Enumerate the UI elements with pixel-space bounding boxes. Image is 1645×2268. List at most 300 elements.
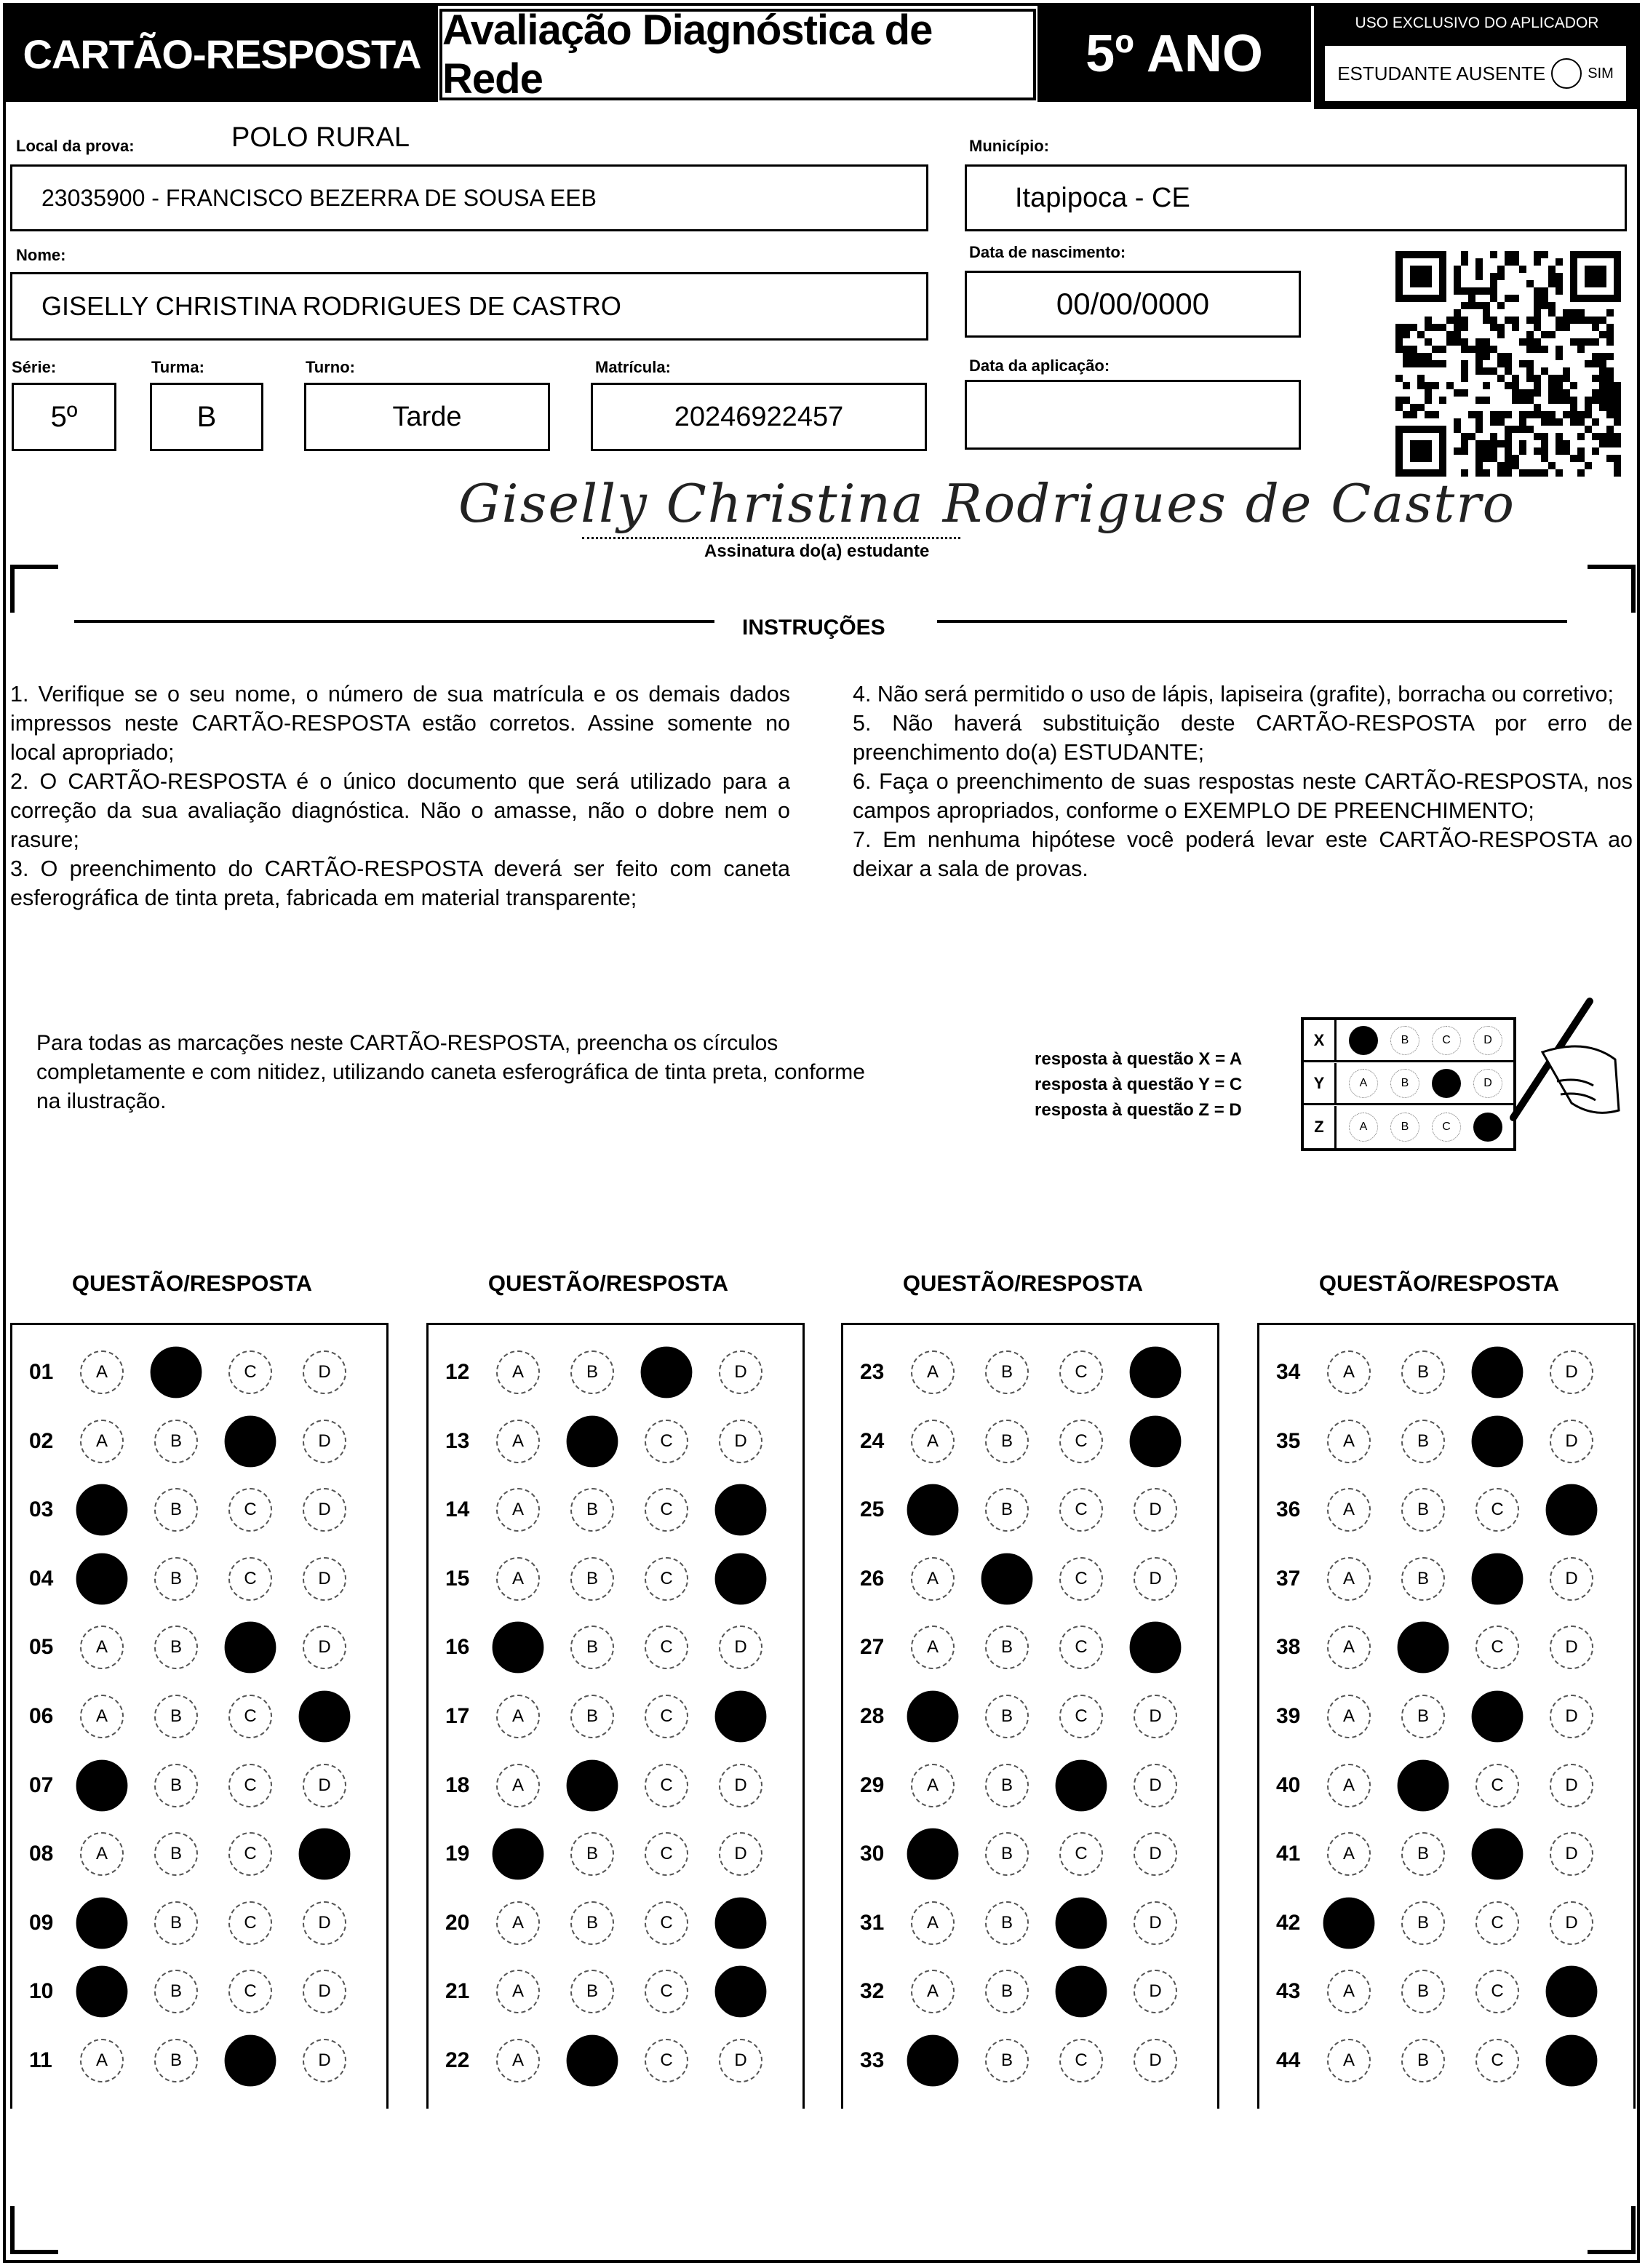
answer-bubble-b[interactable]: B <box>154 1488 198 1532</box>
question-row <box>1269 1350 1624 1394</box>
answer-bubble-d[interactable]: D <box>303 1764 346 1807</box>
answer-bubble-d[interactable]: D <box>303 1557 346 1601</box>
question-number: 41 <box>1276 1842 1301 1866</box>
question-row <box>438 1626 793 1669</box>
answer-bubble-d[interactable]: D <box>1134 1695 1177 1738</box>
question-number: 25 <box>860 1497 885 1522</box>
answer-bubble-a[interactable]: A <box>1327 1557 1371 1601</box>
answer-bubble-b[interactable]: B <box>1401 1557 1445 1601</box>
answer-bubble-b[interactable]: B <box>985 1626 1029 1669</box>
answer-bubble-a[interactable] <box>493 1829 544 1880</box>
question-row <box>438 1901 793 1945</box>
answer-bubble-a[interactable]: A <box>80 1350 124 1394</box>
answer-bubble-a[interactable]: A <box>1327 1764 1371 1807</box>
answer-bubble-a[interactable]: A <box>911 1350 955 1394</box>
answer-bubble-a[interactable] <box>907 1691 959 1743</box>
instruction-4: 4. Não será permitido o uso de lápis, lapiseira (grafite), borracha ou corretivo; <box>853 682 1614 707</box>
question-number: 14 <box>445 1497 470 1522</box>
instruction-2: 2. O CARTÃO-RESPOSTA é o único documento que será utilizado para a correção da sua avaliação diagnóstica. Não o amasse, não o dobre nem o rasure; <box>10 769 790 852</box>
question-number: 01 <box>29 1360 54 1384</box>
question-row <box>22 1350 377 1394</box>
answer-bubble-a[interactable]: A <box>1327 1488 1371 1532</box>
answer-bubble-d[interactable] <box>1546 1966 1598 2018</box>
answer-bubble-d[interactable] <box>299 1691 351 1743</box>
answer-bubble-a[interactable] <box>76 1484 128 1536</box>
question-number: 20 <box>445 1910 470 1935</box>
question-row <box>438 1764 793 1807</box>
question-row <box>1269 1557 1624 1601</box>
answer-bubble-d[interactable]: D <box>1134 2039 1177 2082</box>
answer-bubble-c[interactable]: C <box>1475 1970 1519 2013</box>
example-option-a: A <box>1349 1069 1378 1098</box>
question-number: 08 <box>29 1842 54 1866</box>
answer-bubble-c[interactable]: C <box>645 1901 688 1945</box>
answer-bubble-a[interactable]: A <box>911 1970 955 2013</box>
answer-bubble-b[interactable]: B <box>1401 1695 1445 1738</box>
answer-bubble-d[interactable]: D <box>1550 1695 1593 1738</box>
answer-bubble-a[interactable] <box>907 1484 959 1536</box>
answer-bubble-a[interactable] <box>1323 1897 1375 1949</box>
question-number: 26 <box>860 1566 885 1591</box>
answer-bubble-d[interactable]: D <box>1550 1350 1593 1394</box>
answer-bubble-d[interactable]: D <box>303 1350 346 1394</box>
answer-bubble-b[interactable]: B <box>570 1695 614 1738</box>
answer-bubble-a[interactable]: A <box>80 1420 124 1463</box>
example-option-a <box>1349 1026 1378 1055</box>
turma-value: B <box>196 400 217 433</box>
instructions-title: INSTRUÇÕES <box>742 616 885 640</box>
answer-bubble-d[interactable]: D <box>303 2039 346 2082</box>
answer-bubble-b[interactable]: B <box>1401 1901 1445 1945</box>
answer-bubble-c[interactable]: C <box>645 1488 688 1532</box>
answer-bubble-a[interactable]: A <box>1327 1970 1371 2013</box>
question-number: 18 <box>445 1772 470 1797</box>
nascimento-label: Data de nascimento: <box>969 243 1126 261</box>
question-row <box>853 1970 1208 2013</box>
answer-bubble-b[interactable] <box>567 2035 618 2087</box>
answer-bubble-d[interactable] <box>299 1829 351 1880</box>
answer-bubble-d[interactable] <box>715 1966 767 2018</box>
turno-field <box>304 383 550 451</box>
question-row <box>853 1488 1208 1532</box>
question-number: 30 <box>860 1842 885 1866</box>
answer-bubble-c[interactable] <box>641 1347 693 1398</box>
answer-bubble-b[interactable]: B <box>1401 1350 1445 1394</box>
local-field <box>10 164 928 231</box>
answer-bubble-c[interactable] <box>1056 1966 1107 2018</box>
answer-bubble-c[interactable]: C <box>228 1488 272 1532</box>
answer-bubble-c[interactable]: C <box>228 1970 272 2013</box>
answer-bubble-a[interactable] <box>907 2035 959 2087</box>
answer-bubble-a[interactable] <box>76 1553 128 1604</box>
answer-bubble-d[interactable] <box>1546 2035 1598 2087</box>
answer-bubble-d[interactable]: D <box>1550 1557 1593 1601</box>
question-row <box>438 1557 793 1601</box>
answer-bubble-d[interactable]: D <box>1134 1488 1177 1532</box>
local-label: Local da prova: <box>16 137 135 155</box>
answer-bubble-c[interactable]: C <box>1475 1901 1519 1945</box>
answer-bubble-b[interactable]: B <box>154 1420 198 1463</box>
answer-bubble-c[interactable]: C <box>1059 1350 1103 1394</box>
answer-bubble-a[interactable]: A <box>911 1626 955 1669</box>
question-number: 24 <box>860 1428 885 1453</box>
column-header: QUESTÃO/RESPOSTA <box>1318 1270 1560 1296</box>
answer-bubble-a[interactable]: A <box>80 1832 124 1876</box>
question-row <box>853 1764 1208 1807</box>
answer-bubble-d[interactable]: D <box>719 1832 762 1876</box>
answer-bubble-d[interactable]: D <box>1550 1420 1593 1463</box>
answer-bubble-b[interactable]: B <box>154 2039 198 2082</box>
question-row <box>22 1832 377 1876</box>
nascimento-value: 00/00/0000 <box>1056 287 1210 321</box>
example-labels <box>1035 1046 1242 1123</box>
answer-bubble-c[interactable]: C <box>228 1764 272 1807</box>
answer-bubble-b[interactable]: B <box>154 1764 198 1807</box>
example-label-z: resposta à questão Z = D <box>1035 1100 1242 1120</box>
example-option-b: B <box>1390 1113 1419 1142</box>
answer-bubble-a[interactable]: A <box>1327 1350 1371 1394</box>
answer-bubble-c[interactable] <box>225 2035 276 2087</box>
answer-bubble-b[interactable] <box>151 1347 202 1398</box>
answer-bubble-b[interactable] <box>1398 1759 1449 1811</box>
answer-bubble-b[interactable]: B <box>985 1764 1029 1807</box>
municipio-value: Itapipoca - CE <box>1015 182 1190 213</box>
question-row <box>853 1420 1208 1463</box>
column-header: QUESTÃO/RESPOSTA <box>487 1270 729 1296</box>
answer-bubble-d[interactable]: D <box>303 1970 346 2013</box>
local-pole: POLO RURAL <box>231 122 410 153</box>
answer-bubble-d[interactable]: D <box>719 1764 762 1807</box>
question-row <box>438 1695 793 1738</box>
answer-bubble-b[interactable]: B <box>154 1901 198 1945</box>
answer-bubble-c[interactable]: C <box>1059 1626 1103 1669</box>
answer-bubble-b[interactable]: B <box>1401 1970 1445 2013</box>
answer-bubble-a[interactable]: A <box>911 1901 955 1945</box>
answer-bubble-b[interactable]: B <box>985 1350 1029 1394</box>
example-option-c: C <box>1432 1113 1461 1142</box>
instructions-rule-right <box>937 620 1567 623</box>
answer-bubble-b[interactable]: B <box>570 1832 614 1876</box>
answer-bubble-b[interactable] <box>567 1415 618 1467</box>
answer-bubble-a[interactable] <box>493 1622 544 1674</box>
answer-bubble-b[interactable]: B <box>570 1557 614 1601</box>
answer-bubble-d[interactable]: D <box>1134 1832 1177 1876</box>
answer-bubble-b[interactable] <box>567 1759 618 1811</box>
question-row <box>22 2039 377 2082</box>
answer-bubble-d[interactable]: D <box>303 1420 346 1463</box>
turma-label: Turma: <box>151 358 204 376</box>
column-header: QUESTÃO/RESPOSTA <box>71 1270 313 1296</box>
answer-bubble-c[interactable]: C <box>228 1350 272 1394</box>
answer-bubble-b[interactable]: B <box>985 1488 1029 1532</box>
question-row <box>438 1832 793 1876</box>
corner-mark-top-left <box>10 565 58 613</box>
question-row <box>853 1557 1208 1601</box>
answer-bubble-c[interactable]: C <box>1059 1557 1103 1601</box>
answer-bubble-b[interactable]: B <box>1401 1420 1445 1463</box>
question-number: 03 <box>29 1497 54 1522</box>
answer-bubble-b[interactable]: B <box>570 1901 614 1945</box>
answer-bubble-b[interactable]: B <box>570 1970 614 2013</box>
answer-bubble-b[interactable]: B <box>570 1350 614 1394</box>
aplicacao-field <box>965 380 1301 450</box>
absent-checkbox[interactable] <box>1551 58 1582 89</box>
question-number: 07 <box>29 1772 54 1797</box>
answer-bubble-c[interactable]: C <box>645 1832 688 1876</box>
answer-bubble-b[interactable]: B <box>985 1695 1029 1738</box>
answer-bubble-a[interactable]: A <box>1327 1832 1371 1876</box>
card-title: CARTÃO-RESPOSTA <box>6 6 438 102</box>
answer-bubble-b[interactable]: B <box>1401 1832 1445 1876</box>
answer-bubble-d[interactable] <box>1130 1622 1182 1674</box>
answer-bubble-c[interactable]: C <box>228 1557 272 1601</box>
answer-bubble-c[interactable] <box>1056 1897 1107 1949</box>
example-row <box>1304 1020 1513 1062</box>
instruction-6: 6. Faça o preenchimento de suas respostas neste CARTÃO-RESPOSTA, nos campos apropriados, conforme o EXEMPLO DE PREENCHIMENTO; <box>853 769 1633 823</box>
answer-bubble-d[interactable] <box>1130 1415 1182 1467</box>
turno-label: Turno: <box>306 358 356 376</box>
question-number: 22 <box>445 2048 470 2072</box>
instructions-left <box>10 680 790 912</box>
nome-value: GISELLY CHRISTINA RODRIGUES DE CASTRO <box>41 291 621 321</box>
answer-bubble-c[interactable] <box>1472 1553 1523 1604</box>
answer-bubble-a[interactable]: A <box>496 1970 540 2013</box>
question-row <box>1269 1488 1624 1532</box>
question-number: 09 <box>29 1910 54 1935</box>
answer-bubble-b[interactable]: B <box>154 1557 198 1601</box>
answer-bubble-b[interactable]: B <box>1401 1488 1445 1532</box>
answer-bubble-d[interactable] <box>715 1553 767 1604</box>
answer-bubble-b[interactable] <box>981 1553 1033 1604</box>
serie-label: Série: <box>12 358 57 376</box>
answer-bubble-c[interactable]: C <box>1475 1488 1519 1532</box>
answer-bubble-a[interactable] <box>76 1966 128 2018</box>
example-row <box>1304 1063 1513 1105</box>
answer-bubble-a[interactable]: A <box>496 2039 540 2082</box>
answer-bubble-b[interactable]: B <box>570 1488 614 1532</box>
answer-bubble-c[interactable] <box>225 1415 276 1467</box>
answer-bubble-d[interactable]: D <box>719 1420 762 1463</box>
answer-bubble-a[interactable]: A <box>496 1764 540 1807</box>
answer-bubble-a[interactable]: A <box>1327 1626 1371 1669</box>
answer-bubble-d[interactable] <box>715 1484 767 1536</box>
answer-bubble-b[interactable]: B <box>154 1695 198 1738</box>
answer-bubble-b[interactable]: B <box>154 1970 198 2013</box>
answer-bubble-a[interactable] <box>907 1829 959 1880</box>
question-row <box>1269 1695 1624 1738</box>
question-number: 34 <box>1276 1360 1301 1384</box>
instruction-7: 7. Em nenhuma hipótese você poderá levar este CARTÃO-RESPOSTA ao deixar a sala de provas. <box>853 827 1633 881</box>
answer-bubble-c[interactable]: C <box>645 1695 688 1738</box>
question-row <box>22 1970 377 2013</box>
fill-note: Para todas as marcações neste CARTÃO-RESPOSTA, preencha os círculos completamente e com nitidez, utilizando caneta esferográfica de tinta preta, conforme na ilustração. <box>36 1031 865 1113</box>
question-number: 36 <box>1276 1497 1301 1522</box>
answer-bubble-c[interactable]: C <box>645 1420 688 1463</box>
answer-bubble-a[interactable]: A <box>496 1488 540 1532</box>
answer-bubble-a[interactable] <box>76 1897 128 1949</box>
instructions-right <box>853 680 1633 883</box>
municipio-label: Município: <box>969 137 1049 155</box>
answer-bubble-d[interactable] <box>715 1897 767 1949</box>
student-signature: Giselly Christina Rodrigues de Castro <box>458 473 1515 534</box>
example-label-y: resposta à questão Y = C <box>1035 1075 1243 1094</box>
question-number: 32 <box>860 1979 885 2004</box>
answer-bubble-c[interactable] <box>225 1622 276 1674</box>
question-number: 42 <box>1276 1910 1301 1935</box>
answer-bubble-a[interactable]: A <box>496 1420 540 1463</box>
question-row <box>438 1420 793 1463</box>
question-row <box>438 1970 793 2013</box>
signature-caption: Assinatura do(a) estudante <box>704 541 930 561</box>
answer-bubble-c[interactable]: C <box>645 1557 688 1601</box>
question-number: 33 <box>860 2048 885 2072</box>
answer-bubble-a[interactable] <box>76 1759 128 1811</box>
nascimento-field <box>965 271 1301 338</box>
answer-bubble-c[interactable] <box>1472 1415 1523 1467</box>
answer-bubble-a[interactable]: A <box>911 1557 955 1601</box>
question-row <box>1269 1420 1624 1463</box>
aplicacao-label: Data da aplicação: <box>969 357 1110 375</box>
answer-bubble-b[interactable]: B <box>985 1832 1029 1876</box>
corner-mark-bottom-right <box>1588 2206 1636 2254</box>
answer-bubble-b[interactable] <box>1398 1622 1449 1674</box>
question-number: 37 <box>1276 1566 1301 1591</box>
answer-bubble-a[interactable]: A <box>1327 1420 1371 1463</box>
answer-bubble-c[interactable]: C <box>1059 1420 1103 1463</box>
answer-bubble-d[interactable] <box>1130 1347 1182 1398</box>
answer-bubble-a[interactable]: A <box>1327 2039 1371 2082</box>
answer-bubble-d[interactable]: D <box>1550 1626 1593 1669</box>
question-number: 04 <box>29 1566 54 1591</box>
exam-title: Avaliação Diagnóstica de Rede <box>439 9 1036 100</box>
question-row <box>1269 1832 1624 1876</box>
answer-bubble-a[interactable]: A <box>80 1626 124 1669</box>
answer-bubble-a[interactable]: A <box>496 1350 540 1394</box>
example-question-label: Z <box>1304 1106 1337 1148</box>
answer-bubble-d[interactable]: D <box>303 1626 346 1669</box>
grade-badge: 5º ANO <box>1037 6 1311 102</box>
answer-bubble-c[interactable]: C <box>1475 2039 1519 2082</box>
answer-bubble-d[interactable]: D <box>1134 1970 1177 2013</box>
question-number: 27 <box>860 1635 885 1660</box>
answer-bubble-c[interactable]: C <box>645 1970 688 2013</box>
local-value: 23035900 - FRANCISCO BEZERRA DE SOUSA EEB <box>41 184 597 211</box>
answer-bubble-d[interactable]: D <box>1134 1901 1177 1945</box>
question-number: 17 <box>445 1704 470 1728</box>
question-row <box>1269 1764 1624 1807</box>
question-number: 40 <box>1276 1772 1301 1797</box>
answer-bubble-b[interactable]: B <box>985 2039 1029 2082</box>
answer-bubble-a[interactable]: A <box>911 1420 955 1463</box>
answer-bubble-c[interactable]: C <box>1475 1764 1519 1807</box>
question-number: 38 <box>1276 1635 1301 1660</box>
answer-bubble-c[interactable]: C <box>645 1626 688 1669</box>
answer-bubble-d[interactable]: D <box>719 2039 762 2082</box>
answer-bubble-c[interactable]: C <box>1059 1488 1103 1532</box>
answer-bubble-a[interactable]: A <box>496 1695 540 1738</box>
answer-bubble-a[interactable]: A <box>80 2039 124 2082</box>
answer-bubble-c[interactable] <box>1472 1691 1523 1743</box>
absent-label: ESTUDANTE AUSENTE <box>1337 62 1546 84</box>
question-number: 19 <box>445 1842 470 1866</box>
answer-bubble-b[interactable]: B <box>985 1901 1029 1945</box>
question-number: 39 <box>1276 1704 1301 1728</box>
question-row <box>438 1350 793 1394</box>
answer-bubble-d[interactable] <box>715 1691 767 1743</box>
serie-field <box>12 383 116 451</box>
answer-bubble-c[interactable]: C <box>228 1901 272 1945</box>
answer-bubble-d[interactable]: D <box>1550 1832 1593 1876</box>
instruction-1: 1. Verifique se o seu nome, o número de sua matrícula e os demais dados impressos neste CARTÃO-RESPOSTA estão corretos. Assine somente no local apropriado; <box>10 682 790 765</box>
question-row <box>438 2039 793 2082</box>
answer-bubble-c[interactable]: C <box>1059 1832 1103 1876</box>
question-row <box>853 1695 1208 1738</box>
pen-hand-icon <box>1484 994 1630 1139</box>
answer-bubble-a[interactable]: A <box>496 1901 540 1945</box>
question-number: 12 <box>445 1360 470 1384</box>
answer-bubble-c[interactable]: C <box>1475 1626 1519 1669</box>
answer-bubble-b[interactable]: B <box>154 1626 198 1669</box>
question-number: 05 <box>29 1635 54 1660</box>
answer-bubble-d[interactable]: D <box>303 1901 346 1945</box>
answer-bubble-d[interactable]: D <box>1550 1901 1593 1945</box>
answer-bubble-c[interactable] <box>1472 1829 1523 1880</box>
matricula-label: Matrícula: <box>595 358 671 376</box>
question-number: 35 <box>1276 1428 1301 1453</box>
answer-bubble-a[interactable]: A <box>1327 1695 1371 1738</box>
answer-bubble-c[interactable]: C <box>1059 1695 1103 1738</box>
answer-bubble-b[interactable]: B <box>1401 2039 1445 2082</box>
answer-bubble-c[interactable]: C <box>1059 2039 1103 2082</box>
instructions-rule-left <box>74 620 714 623</box>
question-row <box>22 1764 377 1807</box>
answer-bubble-b[interactable]: B <box>154 1832 198 1876</box>
serie-value: 5º <box>50 400 78 433</box>
answer-bubble-c[interactable] <box>1056 1759 1107 1811</box>
example-row <box>1304 1106 1513 1148</box>
answer-bubble-c[interactable] <box>1472 1347 1523 1398</box>
answer-bubble-c[interactable]: C <box>645 1764 688 1807</box>
answer-bubble-d[interactable]: D <box>1134 1764 1177 1807</box>
answer-bubble-c[interactable]: C <box>645 2039 688 2082</box>
question-number: 10 <box>29 1979 54 2004</box>
answer-bubble-a[interactable]: A <box>496 1557 540 1601</box>
answer-bubble-d[interactable] <box>1546 1484 1598 1536</box>
question-number: 15 <box>445 1566 470 1591</box>
example-option-a: A <box>1349 1113 1378 1142</box>
answer-bubble-d[interactable]: D <box>1134 1557 1177 1601</box>
question-number: 16 <box>445 1635 470 1660</box>
question-row <box>438 1488 793 1532</box>
question-row <box>1269 2039 1624 2082</box>
answer-bubble-b[interactable]: B <box>570 1626 614 1669</box>
answer-bubble-d[interactable]: D <box>719 1626 762 1669</box>
question-row <box>22 1901 377 1945</box>
answer-bubble-c[interactable]: C <box>228 1832 272 1876</box>
answer-bubble-b[interactable]: B <box>985 1420 1029 1463</box>
nome-field <box>10 272 928 341</box>
answer-bubble-d[interactable]: D <box>719 1350 762 1394</box>
answer-bubble-d[interactable]: D <box>303 1488 346 1532</box>
answer-bubble-b[interactable]: B <box>985 1970 1029 2013</box>
answer-bubble-a[interactable]: A <box>911 1764 955 1807</box>
answer-bubble-c[interactable]: C <box>228 1695 272 1738</box>
answer-bubble-d[interactable]: D <box>1550 1764 1593 1807</box>
question-row <box>1269 1626 1624 1669</box>
question-number: 28 <box>860 1704 885 1728</box>
answer-bubble-a[interactable]: A <box>80 1695 124 1738</box>
instruction-3: 3. O preenchimento do CARTÃO-RESPOSTA deverá ser feito com caneta esferográfica de tinta preta, fabricada em material transparente; <box>10 856 790 910</box>
